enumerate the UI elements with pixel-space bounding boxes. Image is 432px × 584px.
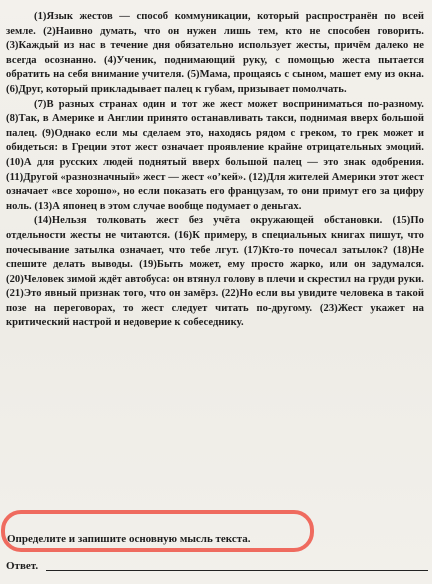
paragraph-3: (14)Нельзя толковать жест без учёта окружающей обстановки. (15)По отдельности жесты не читаются. (16)К примеру, в специальных книгах пишут, что почесывание затылка означает, что тебе лгут. (17)Кто-то почесал затылок? (18)Не спешите делать выводы. (19)Быть может, ему просто жарко, или он задумался. (20)Человек зимой ждёт автобуса: он втянул голову в плечи и скрестил на груди руки. (21)Это явный признак того, что он замёрз. (22)Но если вы увидите человека в такой позе на переговорах, то жест следует читать по-другому. (23)Жест укажет на критический настрой и недоверие к собеседнику. — [6, 215, 424, 329]
paragraph-1: (1)Язык жестов — способ коммуникации, который распространён по всей земле. (2)Наивно думать, что он нужен лишь тем, кто не способен говорить. (3)Каждый из нас в течение дня обязательно использует жесты, причём далеко не всегда осознанно. (4)Ученик, поднимающий руку, с помощью жеста пытается обратить на себя внимание учителя. (5)Мама, прощаясь с сыном, машет ему из окна. (6)Друг, который прикладывает палец к губам, призывает помолчать. — [6, 11, 424, 95]
handdrawn-highlight-oval — [1, 510, 314, 552]
answer-line[interactable] — [46, 570, 428, 571]
answer-label: Ответ. — [6, 560, 39, 572]
reading-text — [6, 10, 424, 331]
task-question: Определите и запишите основную мысль текста. — [7, 533, 251, 545]
paragraph-2: (7)В разных странах один и тот же жест может восприниматься по-разному. (8)Так, в Америке и Англии принято останавливать такси, поднимая вверх большой палец. (9)Однако если мы сделаем это, находясь рядом с греком, то грек может и обидеться: в Греции этот жест означает проявление крайне отрицательных эмоций. (10)А для русских людей поднятый вверх большой палец — это знак одобрения. (11)Другой «разнозначный» жест — жест «о’кей». (12)Для жителей Америки этот жест означает «все хорошо», но если показать его французам, то они примут его за цифру ноль. (13)А японец в этом случае вообще подумает о деньгах. — [6, 98, 424, 212]
